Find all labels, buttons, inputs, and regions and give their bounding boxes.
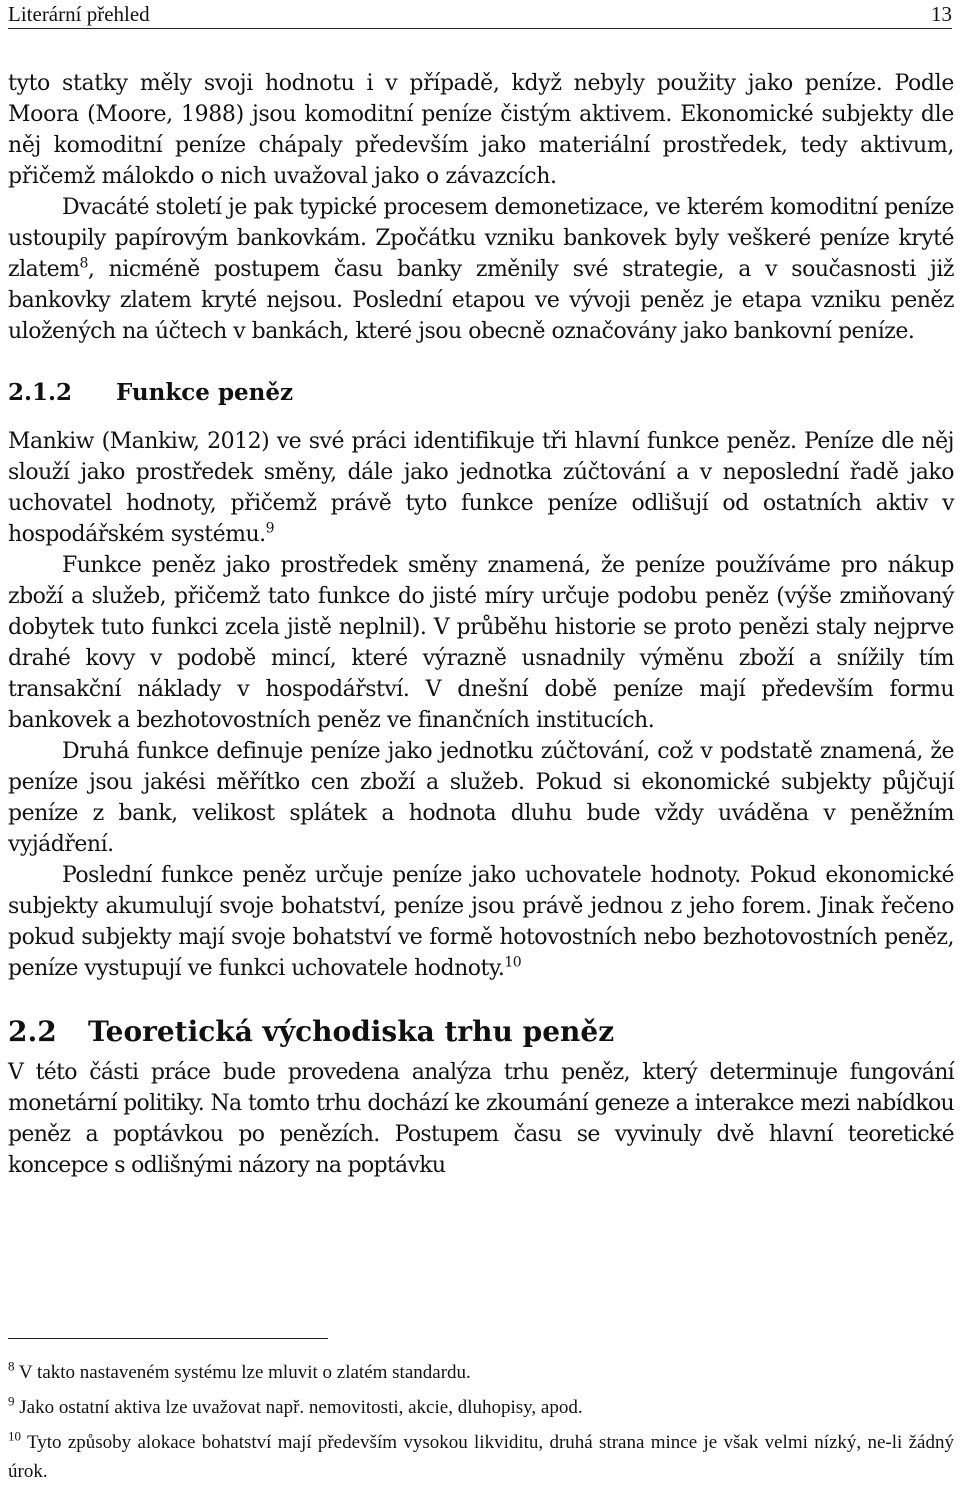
footnote-text: Jako ostatní aktiva lze uvažovat např. nemovitosti, akcie, dluhopisy, apod. [19,1397,583,1418]
section-title: Teoretická východiska trhu peněz [88,1015,615,1048]
paragraph-2-text-a: Dvacáté století je pak typické procesem demonetizace, ve kterém komoditní peníze ustoupily papírovým bankovkám. Zpočátku vzniku bankovek byly veškeré peníze kryté zlatem [8,195,954,282]
section-number: 2.2 [8,1015,57,1048]
footnote-separator [8,1338,328,1339]
footnote-number: 10 [8,1428,21,1444]
section-title: Funkce peněz [116,379,294,406]
footnote-ref-10: 10 [504,954,522,971]
paragraph-6 [8,860,954,984]
section-heading-2-1-2 [8,377,954,408]
paragraph-4: Funkce peněz jako prostředek směny znamená, že peníze používáme pro nákup zboží a služeb, přičemž tato funkce do jisté míry určuje podobu peněz (výše zmiňovaný dobytek tuto funkci zcela jistě neplnil). V průběhu historie se proto penězi staly nejprve drahé kovy v podobě mincí, které výrazně usnadnily výměnu zboží a snížily tím transakční náklady v hospodářství. V dnešní době peníze mají především formu bankovek a bezhotovostních peněz ve finančních institucích. [8,553,954,733]
footnote-number: 9 [8,1393,15,1409]
footnotes [8,1358,954,1492]
footnote-text: Tyto způsoby alokace bohatství mají především vysokou likviditu, druhá strana mince je však velmi nízký, ne-li žádný úrok. [8,1432,954,1482]
footnote-ref-9: 9 [265,520,275,537]
footnote-8 [8,1358,954,1387]
section-number: 2.1.2 [8,379,73,406]
paragraph-3-text: Mankiw (Mankiw, 2012) ve své práci identifikuje tři hlavní funkce peněz. Peníze dle něj slouží jako prostředek směny, dále jako jednotka zúčtování a v neposlední řadě jako uchovatel hodnoty, přičemž právě tyto funkce peníze odlišují od ostatních aktiv v hospodářském systému. [8,429,954,547]
section-heading-2-2 [8,1016,954,1047]
paragraph-6-text: Poslední funkce peněz určuje peníze jako uchovatele hodnoty. Pokud ekonomické subjekty akumulují svoje bohatství, peníze jsou právě jednou z jeho forem. Jinak řečeno pokud subjekty mají svoje bohatství ve formě hotovostních nebo bezhotovostních peněz, peníze vystupují ve funkci uchovatele hodnoty. [8,863,954,981]
footnote-10 [8,1428,954,1486]
paragraph-3 [8,426,954,550]
paragraph-5: Druhá funkce definuje peníze jako jednotku zúčtování, což v podstatě znamená, že peníze jsou jakési měřítko cen zboží a služeb. Pokud si ekonomické subjekty půjčují peníze z bank, velikost splátek a hodnota dluhu bude vždy uváděna v peněžním vyjádření. [8,739,954,857]
paragraph-7: V této části práce bude provedena analýza trhu peněz, který determinuje fungování monetární politiky. Na tomto trhu dochází ke zkoumání geneze a interakce mezi nabídkou peněz a poptávkou po penězích. Postupem času se vyvinuly dvě hlavní teoretické koncepce s odlišnými názory na poptávku [8,1060,954,1178]
page-number: 13 [931,2,952,26]
paragraph-1: tyto statky měly svoji hodnotu i v případě, když nebyly použity jako peníze. Podle Moora (Moore, 1988) jsou komoditní peníze čistým aktivem. Ekonomické subjekty dle něj komoditní peníze chápaly především jako materiální prostředek, tedy aktivum, přičemž málokdo o nich uvažoval jako o závazcích. [8,71,954,189]
header-chapter-title: Literární přehled [8,2,150,26]
footnote-ref-8: 8 [79,255,88,272]
running-header [8,0,952,29]
footnote-number: 8 [8,1358,15,1374]
paragraph-2-text-b: , nicméně postupem času banky změnily své strategie, a v současnosti již bankovky zlatem kryté nejsou. Poslední etapou ve vývoji peněz je etapa vzniku peněz uložených na účtech v bankách, které jsou obecně označovány jako bankovní peníze. [8,257,954,344]
main-text [8,68,954,1181]
footnote-text: V takto nastaveném systému lze mluvit o zlatém standardu. [18,1362,471,1383]
footnote-9 [8,1393,954,1422]
paragraph-2 [8,192,954,347]
